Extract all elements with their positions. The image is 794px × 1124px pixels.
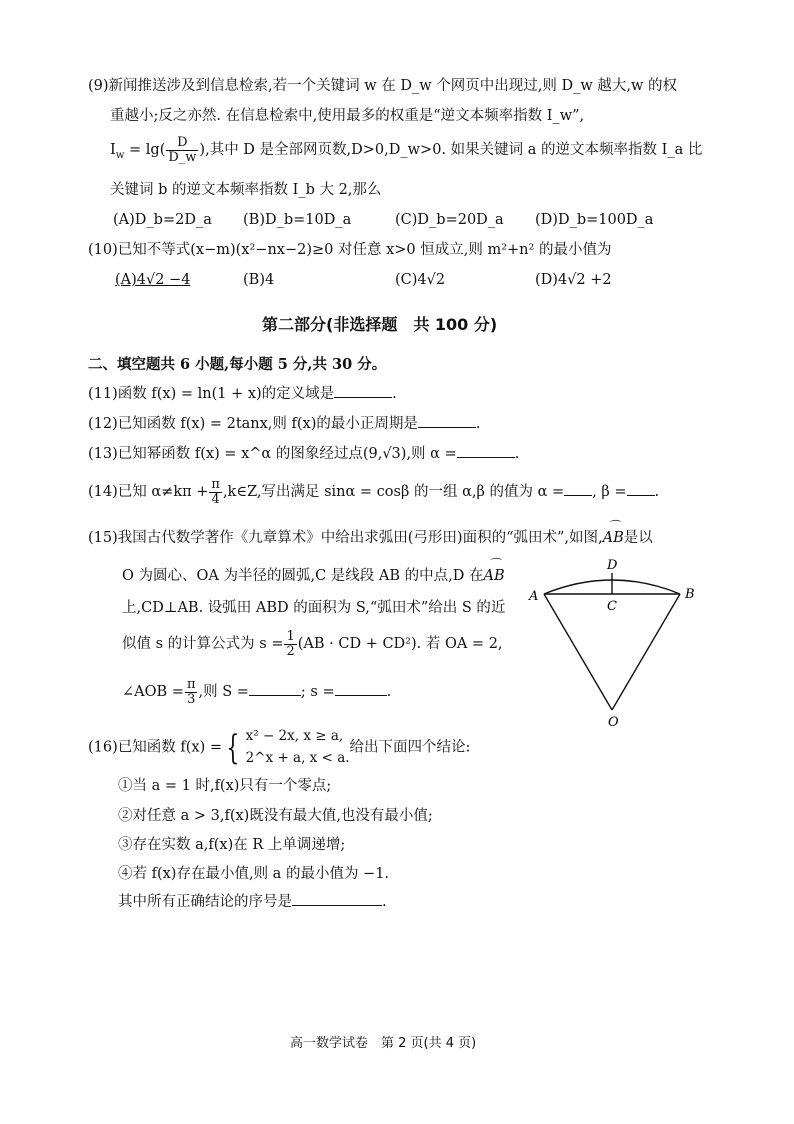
fraction-numerator: D	[166, 136, 198, 151]
point-b-label: B	[685, 587, 695, 602]
q15-line-4-text-b: (AB · CD + CD²). 若 OA = 2,	[297, 636, 503, 653]
answer-blank[interactable]	[418, 426, 476, 428]
page-footer: 高一数学试卷 第 2 页(共 4 页)	[290, 1036, 477, 1051]
fraction-denominator: 4	[211, 491, 220, 507]
arc-ab-label: ⌒ AB	[603, 530, 624, 547]
q16-item-2: ②对任意 a > 3,f(x)既没有最大值,也没有最小值;	[118, 808, 433, 824]
piecewise-case-1: x² − 2x, x ≥ a,	[245, 728, 344, 744]
fraction-denominator: 3	[187, 691, 196, 707]
fraction-pi-over-4	[209, 478, 222, 506]
answer-blank[interactable]	[292, 904, 382, 906]
q16-ask	[118, 894, 387, 911]
arc-ab-label: ⌒ AB	[483, 568, 504, 585]
q15-line-1	[88, 530, 653, 547]
q10-stem: (10)已知不等式(x−m)(x²−nx−2)≥0 对任意 x>0 恒成立,则 m²+n² 的最小值为	[88, 242, 612, 258]
q12-text: (12)已知函数 f(x) = 2tanx,则 f(x)的最小正周期是	[88, 416, 418, 432]
q9-line-3-text: ,其中 D 是全部网页数,D>0,D_w>0. 如果关键词 a 的逆文本频率指数 I_a 比	[205, 142, 703, 159]
q14-text-a: (14)已知 α≠kπ +	[88, 484, 209, 501]
q10-option-b: (B)4	[243, 272, 275, 288]
answer-blank-beta[interactable]	[627, 494, 655, 496]
section-two-heading: 二、填空题共 6 小题,每小题 5 分,共 30 分。	[88, 356, 387, 373]
q11-text: (11)函数 f(x) = ln(1 + x)的定义域是	[88, 386, 335, 402]
q10-option-d: (D)4√2 +2	[535, 272, 612, 288]
radius-ob	[612, 594, 680, 710]
period: .	[654, 484, 660, 501]
q16-stem-text-a: (16)已知函数 f(x) =	[88, 739, 222, 756]
q10-option-a: (A)4√2 −4	[115, 272, 191, 288]
piecewise-cases	[246, 726, 350, 769]
period: .	[514, 446, 520, 462]
answer-blank[interactable]	[334, 396, 392, 398]
q9-line-3	[110, 136, 702, 164]
fraction-d-over-dw	[166, 136, 198, 164]
q15-line-5-text-b: ,则 S =	[198, 684, 249, 701]
q15-line-5	[122, 678, 391, 706]
piecewise-case-2: 2^x + a, x < a.	[245, 749, 350, 766]
q9-line-2: 重越小;反之亦然. 在信息检索中,使用最多的权重是“逆文本频率指数 I_w”,	[110, 108, 585, 124]
q9-line-4: 关键词 b 的逆文本频率指数 I_b 大 2,那么	[110, 182, 382, 198]
formula-iw: $I_w = \lg$(	[110, 142, 166, 162]
q9-option-a: (A)D_b=2D_a	[113, 212, 212, 228]
q9-option-b: (B)D_b=10D_a	[243, 212, 352, 228]
q16-stem-text-b: 给出下面四个结论:	[349, 739, 471, 756]
arc-field-figure	[520, 552, 700, 732]
q15-line-5-text-c: ; s =	[300, 684, 335, 701]
q16-item-1: ①当 a = 1 时,f(x)只有一个零点;	[118, 778, 332, 794]
q15-line-3: 上,CD⊥AB. 设弧田 ABD 的面积为 S,“弧田术”给出 S 的近	[122, 600, 506, 616]
q10-option-c: (C)4√2	[395, 272, 446, 288]
q16-ask-text: 其中所有正确结论的序号是	[118, 894, 292, 910]
q9-line-1: (9)新闻推送涉及到信息检索,若一个关键词 w 在 D_w 个网页中出现过,则 D_w 越大,w 的权	[88, 78, 678, 94]
q13-text: (13)已知幂函数 f(x) = x^α 的图象经过点(9,√3),则 α =	[88, 446, 457, 462]
answer-blank-alpha[interactable]	[564, 494, 592, 496]
fraction-denominator: D_w	[168, 149, 197, 165]
q14-text-b: ,k∈Z,写出满足 sinα = cosβ 的一组 α,β 的值为 α =	[222, 484, 565, 501]
answer-blank[interactable]	[457, 456, 515, 458]
q16-item-3: ③存在实数 a,f(x)在 R 上单调递增;	[118, 837, 346, 853]
period: .	[386, 684, 392, 701]
fraction-numerator: 1	[286, 629, 295, 644]
period: .	[475, 416, 481, 432]
q16-item-4: ④若 f(x)存在最小值,则 a 的最小值为 −1.	[118, 866, 390, 882]
point-a-label: A	[529, 589, 539, 604]
answer-blank-s[interactable]	[335, 694, 387, 696]
q9-option-d: (D)D_b=100D_a	[535, 212, 654, 228]
q16-stem	[88, 726, 470, 769]
q14-text-c: , β =	[592, 484, 627, 501]
q12	[88, 416, 481, 433]
answer-blank-S[interactable]	[249, 694, 301, 696]
fraction-numerator: π	[211, 477, 220, 492]
fraction-numerator: π	[186, 677, 196, 692]
fraction-denominator: 2	[286, 643, 295, 659]
part-two-title: 第二部分(非选择题 共 100 分)	[262, 315, 498, 334]
point-d-label: D	[607, 558, 618, 573]
q15-line-4-text-a: 似值 s 的计算公式为 s =	[122, 636, 284, 653]
q15-line-5-text-a: ∠AOB =	[122, 684, 184, 701]
point-o-label: O	[608, 715, 619, 730]
period: .	[392, 386, 397, 402]
q14	[88, 478, 659, 506]
brace-glyph: {	[226, 727, 240, 768]
q15-line-2	[122, 568, 505, 585]
period: .	[382, 894, 387, 910]
q15-line-4	[122, 630, 503, 658]
point-c-label: C	[607, 599, 617, 614]
q9-option-c: (C)D_b=20D_a	[395, 212, 504, 228]
formula-close: )	[199, 142, 206, 159]
q15-line-1-text: (15)我国古代数学著作《九章算术》中给出求弧田(弓形田)面积的“弧田术”,如图,	[88, 530, 603, 546]
radius-oa	[544, 594, 612, 710]
fraction-pi-over-3	[185, 678, 198, 706]
q13	[88, 446, 519, 463]
q15-line-2-text: O 为圆心、OA 为半径的圆弧,C 是线段 AB 的中点,D 在	[122, 568, 484, 584]
q11	[88, 386, 397, 403]
q15-line-1-tail: 是以	[623, 530, 653, 546]
fraction-one-half	[284, 630, 296, 658]
